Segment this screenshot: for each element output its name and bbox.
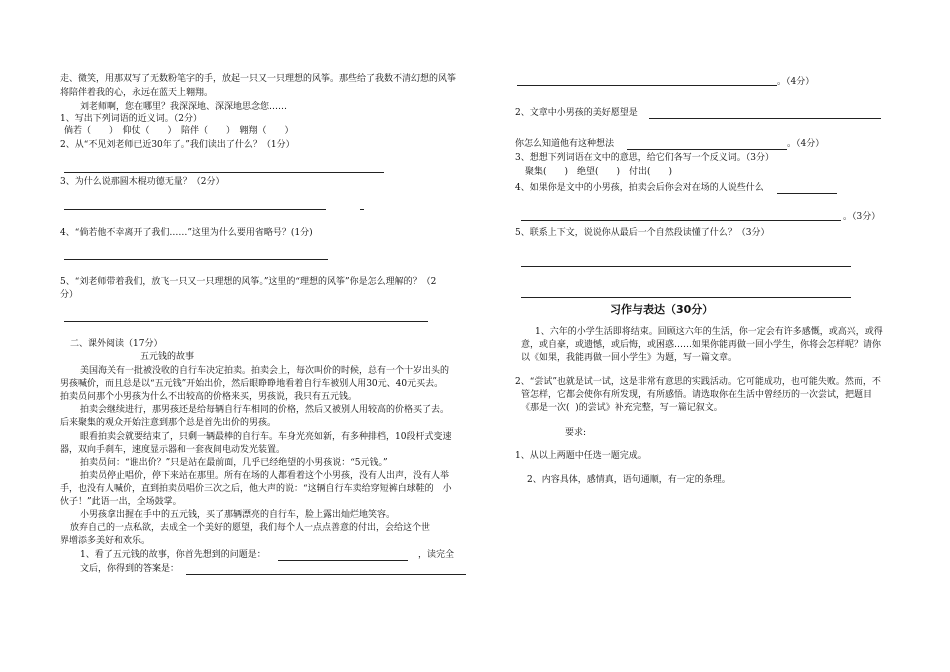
answer-line[interactable] bbox=[627, 149, 787, 150]
answer-line[interactable] bbox=[777, 193, 837, 194]
answer-line[interactable] bbox=[64, 321, 428, 322]
paragraph-line: 拍卖员问那个小男孩为什么不出较高的价格来买，男孩说，我只有五元钱。 bbox=[60, 392, 358, 402]
question-5: 5、“刘老师带着我们，放飞一只又一只理想的风筝。”这里的“理想的风筝”你是怎么理解的？（2 bbox=[60, 277, 437, 287]
reading-question-3-words: 聚集( ) 绝望( ) 付出( ) bbox=[525, 167, 673, 177]
question-1-words: 倘若（ ） 仰仗（ ） 陪伴（ ） 翱翔（ ） bbox=[64, 126, 294, 136]
answer-line[interactable] bbox=[64, 172, 384, 173]
question-2: 2、从“不见刘老师已近30年了。”我们读出了什么？（1分） bbox=[60, 140, 295, 150]
requirement-item: 2、内容具体，感情真，语句通顺，有一定的条理。 bbox=[527, 475, 731, 485]
question-3: 3、为什么说那圆木棍功德无量？（2分） bbox=[60, 177, 225, 187]
section-heading: 习作与表达（30分） bbox=[610, 303, 714, 316]
answer-line[interactable] bbox=[64, 209, 326, 210]
paragraph-line: 拍卖会继续进行，那男孩还是给每辆自行车相同的价格，然后又被别人用较高的价格买了去。 bbox=[80, 405, 450, 415]
reading-question-1-answer: 文后，你得到的答案是： bbox=[80, 564, 180, 574]
answer-line[interactable] bbox=[649, 118, 881, 119]
writing-prompt-line: 以《如果，我能再做一回小学生》为题，写一篇文章。 bbox=[521, 353, 738, 363]
answer-line[interactable] bbox=[278, 560, 408, 561]
story-title: 五元钱的故事 bbox=[140, 352, 195, 362]
paragraph-line: 界增添多美好和欢乐。 bbox=[60, 536, 151, 546]
reading-question-3: 3、想想下列词语在文中的意思，给它们各写一个反义词。（3分） bbox=[515, 153, 774, 163]
answer-line[interactable] bbox=[521, 220, 841, 221]
intro-line: 刘老师啊，您在哪里？我深深地、深深地思念您…… bbox=[80, 102, 288, 112]
paragraph-line: 拍卖员问：“谁出价？”只是站在最前面，几乎已经绝望的小男孩说：“5元钱。” bbox=[80, 458, 388, 468]
writing-prompt-line: 1、六年的小学生活即将结束。回顾这六年的生活，你一定会有许多感慨，或高兴，或得 bbox=[535, 327, 883, 337]
reading-question-2-follow: 你怎么知道他有这种想法 bbox=[515, 139, 615, 149]
question-5: 分） bbox=[60, 290, 79, 300]
paragraph-line: 小男孩拿出握在手中的五元钱，买了那辆漂亮的自行车，脸上露出灿烂地笑容。 bbox=[80, 510, 396, 520]
answer-line bbox=[360, 209, 364, 210]
intro-line: 走、微笑，用那双写了无数粉笔字的手，放起一只又一只理想的风筝。那些给了我数不清幻想的风筝 bbox=[60, 74, 457, 84]
score: 。（3分） bbox=[843, 212, 881, 222]
writing-prompt-line: 意，或自豪，或遗憾，或后悔，或困惑……如果你能再做一回小学生，你将会怎样呢？请你 bbox=[521, 340, 882, 350]
answer-line[interactable] bbox=[186, 574, 466, 575]
writing-prompt-line: 2、“尝试”也就是试一试，这是非常有意思的实践活动。它可能成功，也可能失败。然而，不 bbox=[515, 377, 881, 387]
question-1: 1、写出下列词语的近义词。（2分） bbox=[60, 114, 202, 124]
paragraph-line: 美国海关有一批被没收的自行车决定拍卖。拍卖会上，每次叫价的时候，总有一个十岁出头的 bbox=[80, 366, 450, 376]
answer-line[interactable] bbox=[517, 85, 777, 86]
paragraph-line: 手，也没有人喊价，直到拍卖员唱价三次之后，他大声的说：“这辆自行车卖给穿短裤白球鞋的 小 bbox=[60, 484, 452, 494]
section-heading: 二、课外阅读（17分） bbox=[70, 339, 163, 349]
requirements-heading: 要求: bbox=[565, 428, 587, 438]
paragraph-line: 伙子！”此语一出，全场鼓掌。 bbox=[60, 497, 182, 507]
reading-question-4: 4、如果你是文中的小男孩，拍卖会后你会对在场的人说些什么 bbox=[515, 183, 764, 193]
paragraph-line: 拍卖员停止唱价，停下来站在那里。所有在场的人都看着这个小男孩，没有人出声，没有人举 bbox=[80, 471, 450, 481]
answer-line[interactable] bbox=[64, 259, 328, 260]
reading-question-2: 2、文章中小男孩的美好愿望是 bbox=[515, 108, 638, 118]
intro-line: 将陪伴着我的心，永远在蓝天上翱翔。 bbox=[60, 88, 214, 98]
reading-question-5: 5、联系上下文，说说你从最后一个自然段读懂了什么？（3分） bbox=[515, 228, 770, 238]
requirement-item: 1、从以上两题中任选一题完成。 bbox=[515, 451, 647, 461]
writing-prompt-line: 《那是一次( )的尝试》补充完整，写一篇记叙文。 bbox=[521, 403, 723, 413]
paragraph-line: 器，双向手刹车，速度显示器和一套夜间电动发光装置。 bbox=[60, 445, 286, 455]
reading-question-1: 1、看了五元钱的故事，你首先想到的问题是： bbox=[80, 550, 266, 560]
score: 。（4分） bbox=[777, 77, 815, 87]
answer-line[interactable] bbox=[521, 297, 851, 298]
paragraph-line: 放弃自己的一点私欲，去成全一个美好的愿望，我们每个人一点点善意的付出，会给这个世 bbox=[70, 523, 431, 533]
answer-line[interactable] bbox=[521, 266, 851, 267]
question-4: 4、“倘若他不幸离开了我们……”这里为什么要用省略号？(1分) bbox=[60, 228, 313, 238]
paragraph-line: 男孩喊价，而且总是以“五元钱”开始出价，然后眼睁睁地看着自行车被别人用30元、40元买去。 bbox=[60, 379, 444, 389]
score: 。（4分） bbox=[787, 139, 825, 149]
paragraph-line: 后来聚集的观众开始注意到那个总是首先出价的男孩。 bbox=[60, 418, 277, 428]
writing-prompt-line: 管怎样，它都会使你有所发现，有所感悟。请选取你在生活中曾经历的一次尝试，把题目 bbox=[521, 390, 873, 400]
reading-question-1-end: ，读完全 bbox=[418, 550, 455, 560]
paragraph-line: 眼看拍卖会就要结束了，只剩一辆最棒的自行车。车身光亮如新，有多种排档，10段杆式变速 bbox=[80, 432, 452, 442]
